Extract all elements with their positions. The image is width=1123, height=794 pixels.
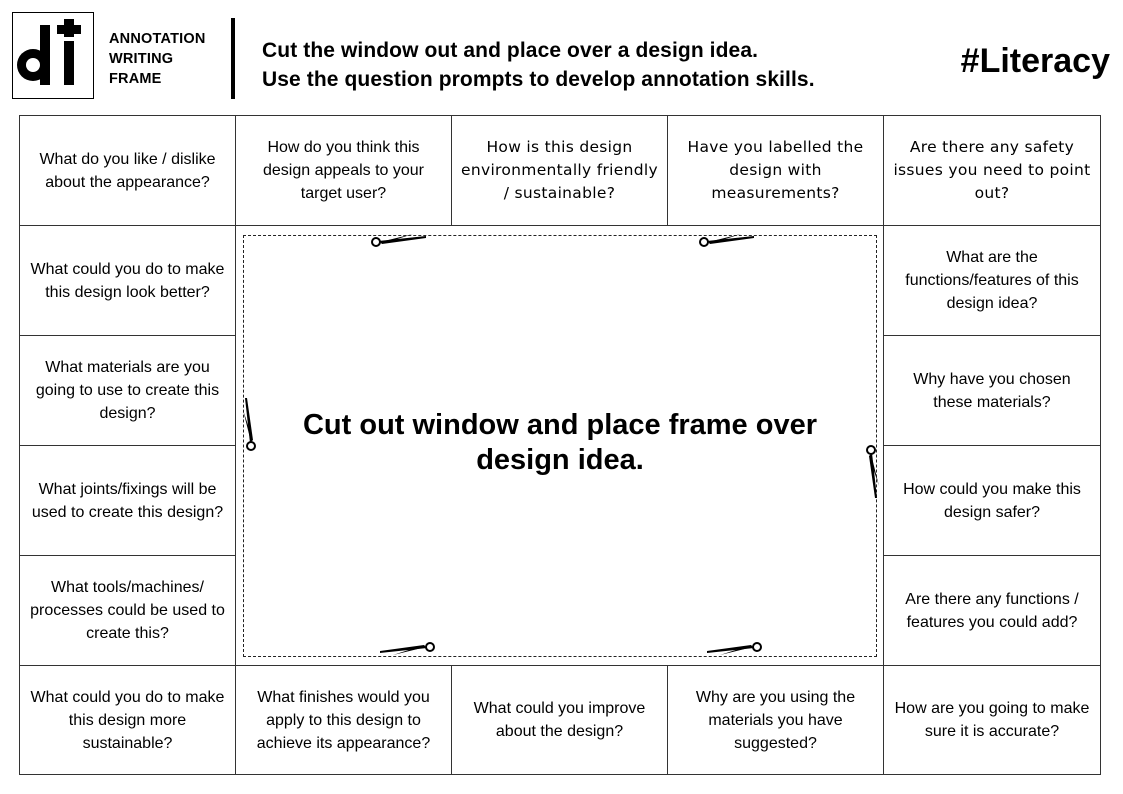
prompt-cell: [883, 555, 1101, 666]
scissors-icon: [378, 639, 438, 659]
prompt-cell: [883, 225, 1101, 336]
prompt-text: What tools/machines/ processes could be used to create this?: [30, 579, 225, 642]
prompt-cell: [19, 115, 236, 226]
di-logo: [12, 12, 94, 99]
prompt-cell: [19, 335, 236, 446]
prompt-cell: [19, 225, 236, 336]
scissors-icon: [240, 396, 260, 456]
scissors-icon: [696, 230, 756, 250]
prompt-text: Are there any functions / features you could add?: [905, 590, 1079, 631]
prompt-text: What could you do to make this design more sustainable?: [30, 688, 225, 752]
prompt-cell: [883, 665, 1101, 775]
instruction-line: Use the question prompts to develop annotation skills.: [262, 68, 815, 91]
prompt-text: How are you going to make sure it is accurate?: [894, 700, 1090, 740]
cutout-instruction: Cut out window and place frame over design idea.: [302, 409, 817, 476]
prompt-cell: [19, 555, 236, 666]
scissors-icon: [368, 230, 428, 250]
prompt-text: What do you like / dislike about the appearance?: [39, 150, 216, 191]
subtitle-line: ANNOTATION: [109, 31, 206, 47]
prompt-text: What finishes would you apply to this design to achieve its appearance?: [256, 688, 431, 752]
hashtag: #Literacy: [960, 42, 1110, 80]
prompt-cell: [667, 665, 884, 775]
prompt-text: What could you improve about the design?: [473, 700, 646, 740]
prompt-text: How is this design environmentally friendly / sustainable?: [461, 138, 658, 202]
instructions: [262, 36, 815, 94]
prompt-text: What materials are you going to use to create this design?: [35, 359, 220, 422]
prompt-text: Are there any safety issues you need to point out?: [893, 138, 1091, 202]
prompt-text: Why are you using the materials you have suggested?: [695, 688, 856, 752]
prompt-text: What could you do to make this design look better?: [30, 260, 225, 301]
subtitle-line: FRAME: [109, 71, 162, 87]
prompt-text: How could you make this design safer?: [903, 480, 1081, 521]
subtitle-line: WRITING: [109, 51, 174, 67]
prompt-cell: [667, 115, 884, 226]
frame-subtitle: [109, 29, 206, 89]
prompt-cell: [451, 115, 668, 226]
prompt-text: How do you think this design appeals to your target user?: [263, 139, 424, 202]
prompt-text: What are the functions/features of this design idea?: [905, 249, 1079, 312]
prompt-text: Why have you chosen these materials?: [913, 370, 1071, 411]
prompt-text: Have you labelled the design with measurements?: [687, 138, 864, 202]
prompt-cell: [235, 115, 452, 226]
prompt-cell: [235, 665, 452, 775]
prompt-text: What joints/fixings will be used to create this design?: [31, 480, 224, 521]
scissors-icon: [705, 639, 765, 659]
prompt-cell: [19, 445, 236, 556]
instruction-line: Cut the window out and place over a design idea.: [262, 39, 759, 62]
header-divider: [231, 18, 235, 99]
prompt-cell: [883, 445, 1101, 556]
cutout-window: [243, 235, 877, 657]
prompt-cell: [451, 665, 668, 775]
prompt-cell: [883, 335, 1101, 446]
di-logo-mark: [13, 13, 92, 97]
prompt-cell: [883, 115, 1101, 226]
scissors-icon: [862, 440, 882, 500]
prompt-cell: [19, 665, 236, 775]
